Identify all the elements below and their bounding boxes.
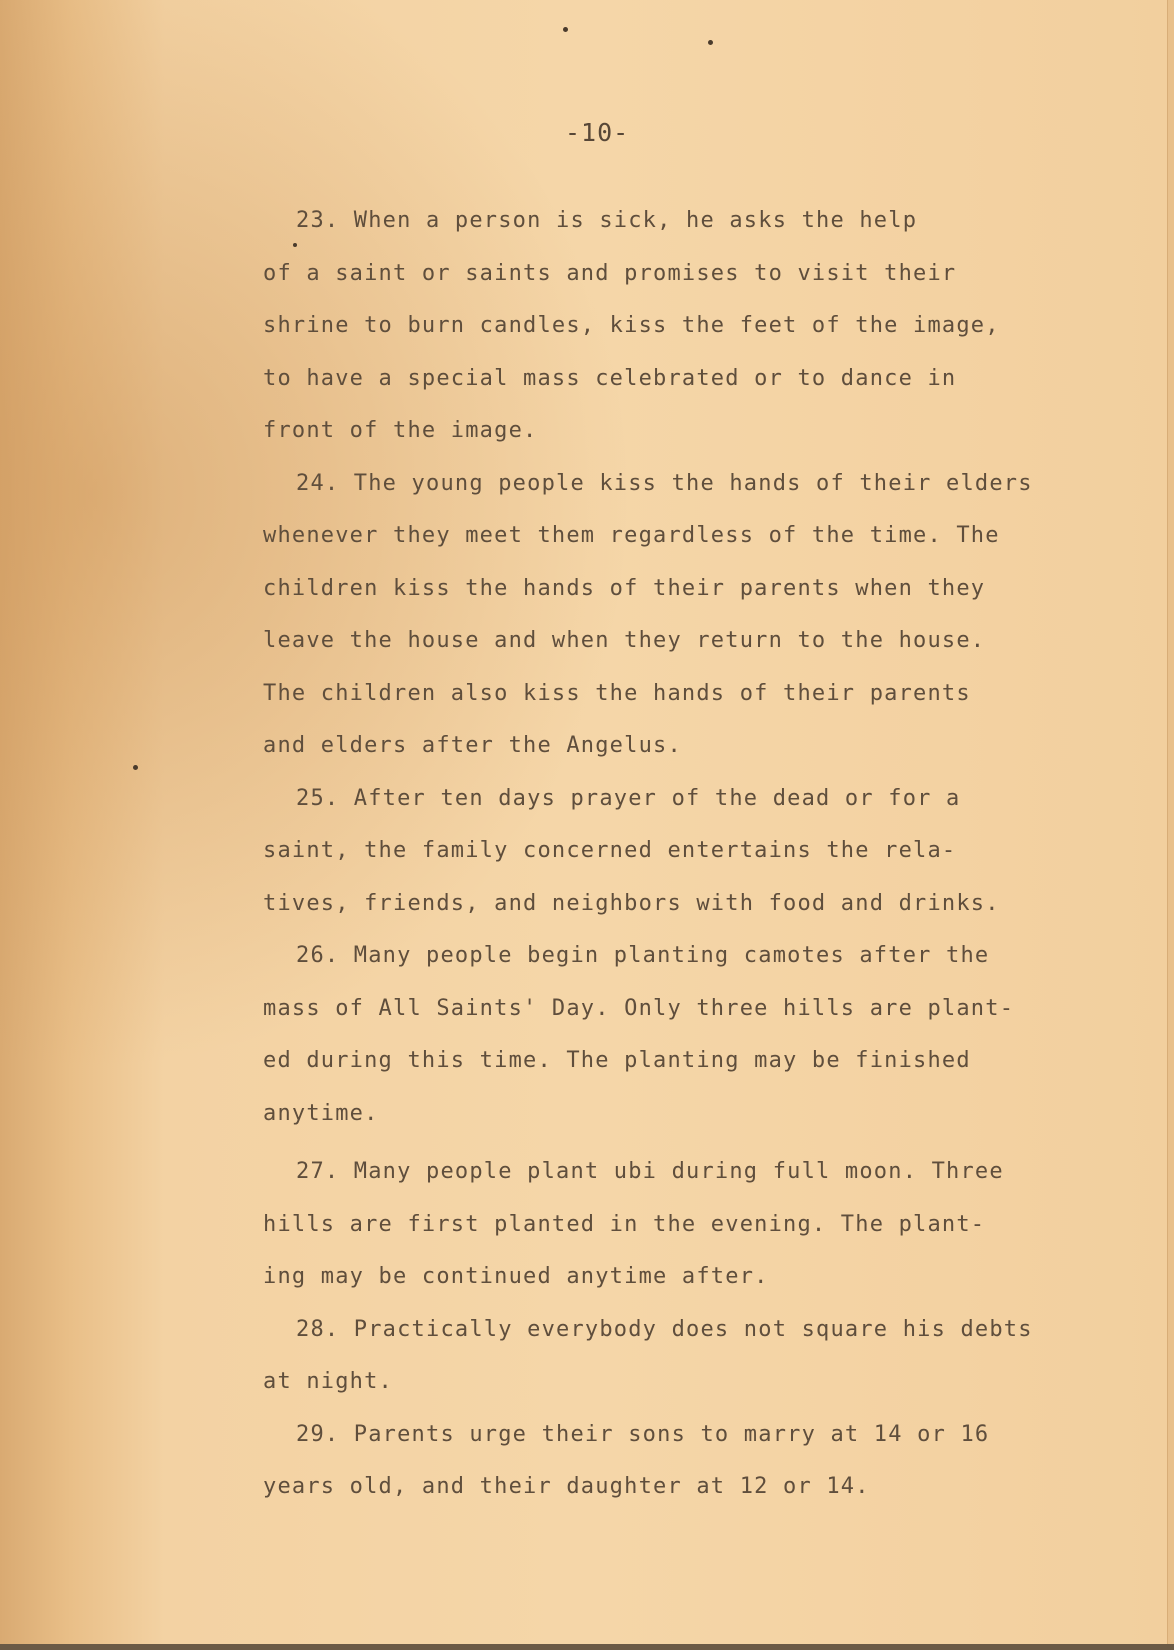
text-line: years old, and their daughter at 12 or 14.	[263, 1474, 870, 1499]
text-line: ing may be continued anytime after.	[263, 1264, 769, 1289]
text-line: at night.	[263, 1369, 394, 1394]
numbered-item-25	[263, 773, 1136, 931]
text-line: to have a special mass celebrated or to dance in	[263, 365, 957, 391]
text-line: shrine to burn candles, kiss the feet of the image,	[263, 313, 1000, 338]
page-number: -10-	[565, 118, 630, 147]
ink-speck	[563, 27, 568, 32]
text-line: anytime.	[263, 1100, 379, 1126]
ink-speck	[708, 40, 713, 45]
numbered-item-24	[263, 458, 1136, 773]
ink-speck	[133, 765, 138, 770]
page-right-edge	[1167, 0, 1174, 1650]
text-line: and elders after the Angelus.	[263, 733, 682, 758]
text-line: 26. Many people begin planting camotes after the	[296, 943, 990, 968]
text-line: 29. Parents urge their sons to marry at 14 or 16	[296, 1421, 990, 1447]
text-line: 25. After ten days prayer of the dead or for a	[296, 785, 961, 811]
numbered-item-28	[263, 1304, 1136, 1409]
text-line: of a saint or saints and promises to visit their	[263, 260, 957, 286]
text-line: whenever they meet them regardless of the time. The	[263, 523, 1000, 548]
text-line: hills are first planted in the evening. The plant-	[263, 1211, 986, 1237]
numbered-item-29	[263, 1409, 1136, 1514]
text-line: 23. When a person is sick, he asks the help	[296, 208, 918, 233]
text-line: mass of All Saints' Day. Only three hills are plant-	[263, 995, 1015, 1021]
text-line: The children also kiss the hands of their parents	[263, 680, 971, 706]
text-line: leave the house and when they return to the house.	[263, 628, 986, 653]
text-line: 27. Many people plant ubi during full moon. Three	[296, 1159, 1004, 1184]
text-line: ed during this time. The planting may be finished	[263, 1048, 971, 1073]
numbered-item-27	[263, 1146, 1136, 1304]
scan-bottom-edge	[0, 1644, 1174, 1650]
text-line: 28. Practically everybody does not square his debts	[296, 1316, 1033, 1342]
text-line: children kiss the hands of their parents when they	[263, 575, 986, 601]
numbered-item-26	[263, 930, 1136, 1140]
numbered-item-23	[263, 195, 1136, 458]
text-line: 24. The young people kiss the hands of their elders	[296, 470, 1033, 496]
document-body	[263, 195, 1136, 1514]
text-line: tives, friends, and neighbors with food and drinks.	[263, 890, 1000, 916]
text-line: saint, the family concerned entertains the rela-	[263, 838, 957, 863]
text-line: front of the image.	[263, 418, 538, 443]
